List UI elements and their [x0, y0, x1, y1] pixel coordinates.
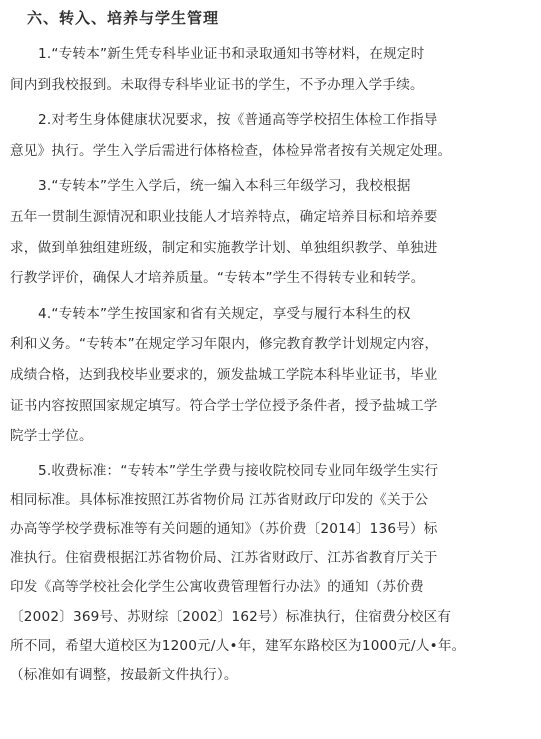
paragraph-line: （标准如有调整，按最新文件执行）。 [10, 667, 238, 684]
paragraph-line: 利和义务。“专转本”在规定学习年限内，修完教育教学计划规定内容， [10, 336, 439, 353]
paragraph-line: 证书内容按照国家规定填写。符合学士学位授予条件者，授予盐城工学 [10, 397, 438, 414]
section-heading: 六、转入、培养与学生管理 [27, 9, 220, 27]
paragraph-line: 行教学评价，确保人才培养质量。“专转本”学生不得转专业和转学。 [10, 270, 425, 287]
paragraph-line: 1.“专转本”新生凭专科毕业证书和录取通知书等材料，在规定时 [38, 46, 425, 62]
paragraph-2-health [10, 105, 531, 166]
paragraph-4-rights-degree [10, 299, 531, 452]
paragraph-1-enrollment [10, 39, 531, 100]
paragraph-3-training [10, 171, 531, 293]
paragraph-line: 所不同，希望大道校区为1200元/人•年，建军东路校区为1000元/人•年。 [10, 637, 466, 654]
paragraph-line: 5.收费标准：“专转本”学生学费与接收院校同专业同年级学生实行 [38, 462, 439, 479]
paragraph-line: 成绩合格，达到我校毕业要求的，颁发盐城工学院本科毕业证书，毕业 [10, 366, 438, 383]
paragraph-line: 相同标准。具体标准按照江苏省物价局 江苏省财政厅印发的《关于公 [10, 491, 429, 508]
paragraph-line: 办高等学校学费标准等有关问题的通知》（苏价费〔2014〕136号）标 [10, 521, 438, 538]
paragraph-line: 4.“专转本”学生按国家和省有关规定，享受与履行本科生的权 [38, 305, 411, 322]
paragraph-line: 意见》执行。学生入学后需进行体格检查，体检异常者按有关规定处理。 [10, 142, 452, 159]
paragraph-line: 准执行。住宿费根据江苏省物价局、江苏省财政厅、江苏省教育厅关于 [10, 550, 438, 567]
paragraph-line: 3.“专转本”学生入学后，统一编入本科三年级学习，我校根据 [38, 178, 411, 195]
paragraph-line: 五年一贯制生源情况和职业技能人才培养特点，确定培养目标和培养要 [10, 208, 438, 225]
paragraph-5-fees [10, 457, 531, 691]
paragraph-line: 间内到我校报到。未取得专科毕业证书的学生，不予办理入学手续。 [10, 76, 424, 93]
paragraph-line: 印发《高等学校社会化学生公寓收费管理暂行办法》的通知（苏价费 [10, 579, 424, 596]
paragraph-line: 求，做到单独组建班级，制定和实施教学计划、单独组织教学、单独进 [10, 239, 438, 256]
paragraph-line: 院学士学位。 [10, 428, 93, 445]
paragraph-line: 〔2002〕369号、苏财综〔2002〕162号）标准执行，住宿费分校区有 [10, 608, 452, 625]
paragraph-line: 2.对考生身体健康状况要求，按《普通高等学校招生体检工作指导 [38, 112, 438, 129]
